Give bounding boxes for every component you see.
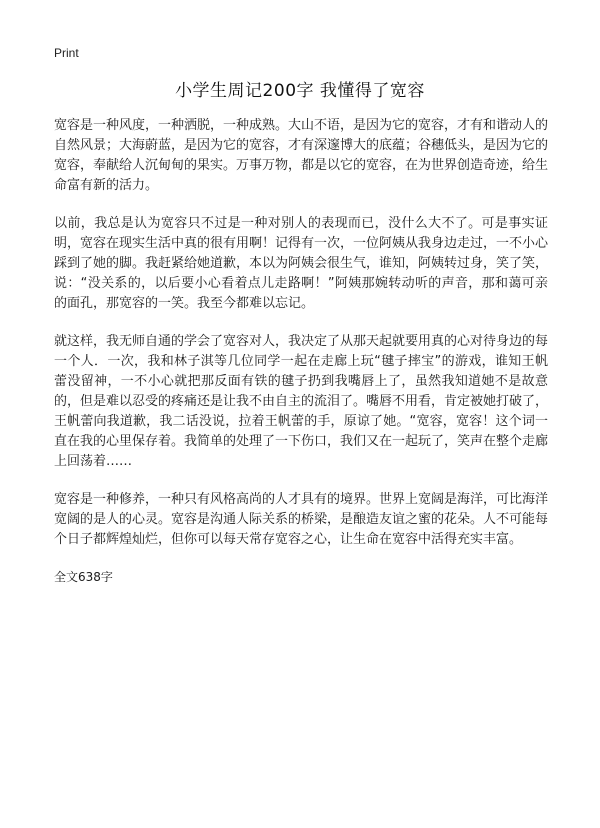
- paragraph-4: 宽容是一种修养，一种只有风格高尚的人才具有的境界。世界上宽阔是海洋，可比海洋宽阔的是人的心灵。宽容是沟通人际关系的桥梁，是酿造友谊之蜜的花朵。人不可能每个日子都辉煌灿烂，但你可以每天常存宽容之心，让生命在宽容中活得充实丰富。: [54, 492, 549, 547]
- paragraph-1: 宽容是一种风度，一种洒脱，一种成熟。大山不语，是因为它的宽容，才有和谐动人的自然风景；大海蔚蓝，是因为它的宽容，才有深邃博大的底蕴；谷穗低头，是因为它的宽容，奉献给人沉甸甸的果实。万事万物，都是以它的宽容，在为世界创造奇迹，给生命富有新的活力。: [54, 118, 549, 193]
- paragraph-2: 以前，我总是认为宽容只不过是一种对别人的表现而已，没什么大不了。可是事实证明，宽容在现实生活中真的很有用啊！记得有一次，一位阿姨从我身边走过，一不小心踩到了她的脚。我赶紧给她道歉，本以为阿姨会很生气，谁知，阿姨转过身，笑了笑，说：“没关系的，以后要小心看着点儿走路啊！”阿姨那婉转动听的声音，那和蔼可亲的面孔，那宽容的一笑。我至今都难以忘记。: [54, 216, 549, 311]
- paragraph-3: 就这样，我无师自通的学会了宽容对人，我决定了从那天起就要用真的心对待身边的每一个人．一次，我和林子淇等几位同学一起在走廊上玩“毽子摔宝”的游戏，谁知王帆蕾没留神，一不小心就把那反面有铁的毽子扔到我嘴唇上了，虽然我知道她不是故意的，但是难以忍受的疼痛还是让我不由自主的流泪了。嘴唇不用看，肯定被她打破了，王帆蕾向我道歉，我二话没说，拉着王帆蕾的手，原谅了她。“宽容，宽容！这个词一直在我的心里保存着。我简单的处理了一下伤口，我们又在一起玩了，笑声在整个走廊上回荡着……: [54, 334, 549, 469]
- page-title: 小学生周记200字 我懂得了宽容: [175, 81, 425, 101]
- print-link[interactable]: Print: [54, 46, 79, 60]
- article-body: [54, 116, 548, 586]
- word-count: 全文638字: [54, 570, 113, 584]
